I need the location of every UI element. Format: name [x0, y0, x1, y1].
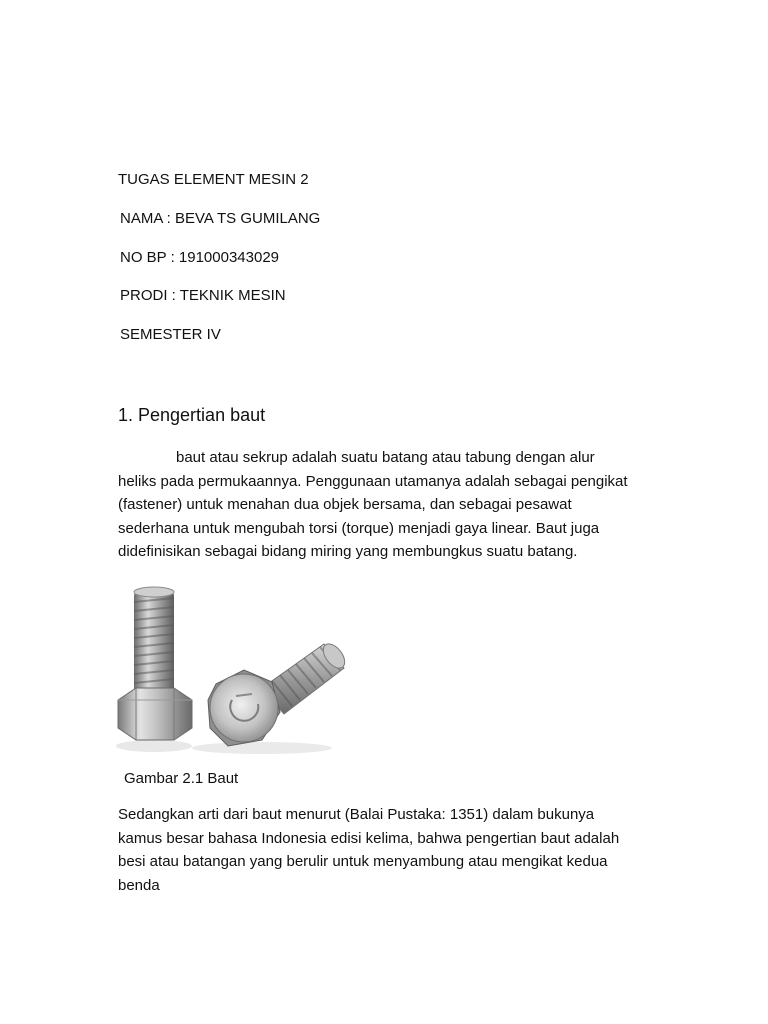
- paragraph-line: didefinisikan sebagai bidang miring yang membungkus suatu batang.: [118, 543, 578, 560]
- paragraph-line: benda: [118, 876, 160, 894]
- paragraph-line: Sedangkan arti dari baut menurut (Balai Pustaka: 1351) dalam bukunya: [118, 806, 595, 823]
- study-program: PRODI : TEKNIK MESIN: [120, 287, 286, 304]
- upright-bolt: [116, 587, 192, 752]
- assignment-title: TUGAS ELEMENT MESIN 2: [118, 171, 309, 188]
- paragraph-definition: [118, 446, 688, 564]
- paragraph-line: baut atau sekrup adalah suatu batang atau tabung dengan alur: [176, 449, 595, 466]
- bolt-photo: [112, 578, 352, 758]
- paragraph-line: (fastener) untuk menahan dua objek bersama, dan sebagai pesawat: [118, 496, 572, 513]
- paragraph-kbbi: [118, 803, 688, 897]
- paragraph-line: sederhana untuk mengubah torsi (torque) menjadi gaya linear. Baut juga: [118, 519, 600, 537]
- semester: SEMESTER IV: [120, 326, 221, 343]
- paragraph-line: heliks pada permukaannya. Penggunaan utamanya adalah sebagai pengikat: [118, 472, 628, 490]
- section-heading: 1. Pengertian baut: [118, 405, 266, 425]
- paragraph-line: kamus besar bahasa Indonesia edisi kelima, bahwa pengertian baut adalah: [118, 829, 620, 847]
- figure-caption: Gambar 2.1 Baut: [124, 770, 239, 787]
- student-name: NAMA : BEVA TS GUMILANG: [120, 210, 321, 227]
- tilted-bolt: [192, 640, 349, 754]
- student-number: NO BP : 191000343029: [120, 249, 280, 266]
- paragraph-line: besi atau batangan yang berulir untuk menyambung atau mengikat kedua: [118, 853, 608, 870]
